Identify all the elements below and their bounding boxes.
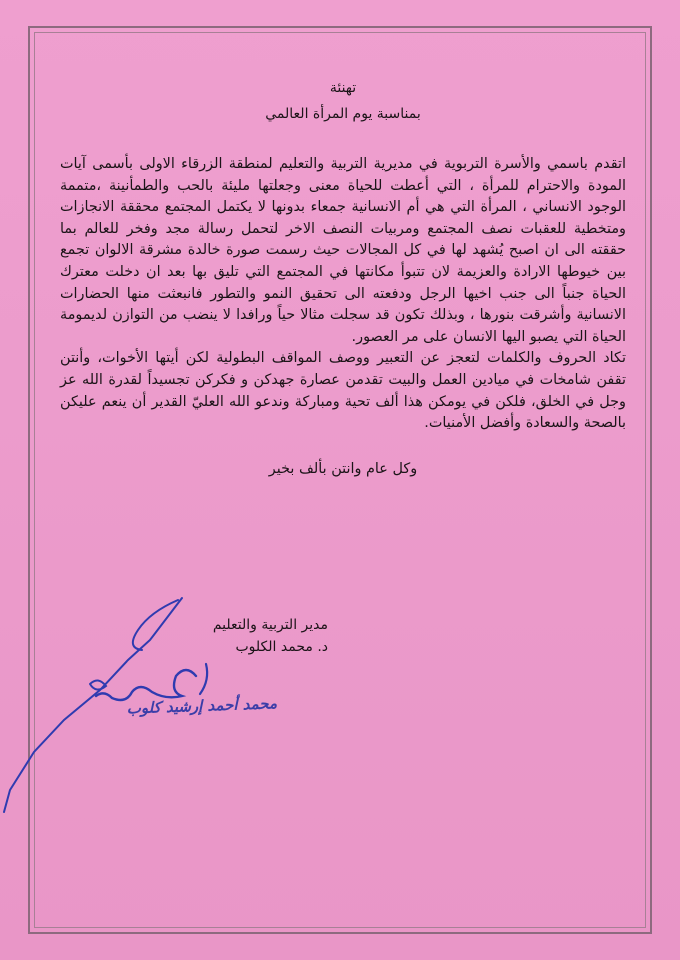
body-paragraph-2: تكاد الحروف والكلمات لتعجز عن التعبير ووصف المواقف البطولية لكن أيتها الأخوات، وأنتن تقفن شامخات في ميادين العمل والبيت تقدمن عصارة جهدكن و فكركن تجسيداً لقدرة الله عز وجل في الخلق، فلكن في يومكن هذا ألف تحية ومباركة وندعو الله العليّ القدير أن ينعم عليكن بالصحة والسعادة وأفضل الأمنيات. (60, 350, 626, 432)
signatory-name: د. محمد الكلوب (235, 639, 328, 655)
signatory-title: مدير التربية والتعليم (212, 617, 328, 633)
letter-subtitle: بمناسبة يوم المرأة العالمي (265, 106, 421, 122)
body-paragraph-1: اتقدم باسمي والأسرة التربوية في مديرية التربية والتعليم لمنطقة الزرقاء الاولى بأسمى آيات المودة والاحترام للمرأة ، التي أعطت للحياة معنى وجعلتها مليئة بالحب والطمأنينة ،متممة الوجود الانساني ، المرأة التي هي أم الانسانية جمعاء بدونها لا يكتمل المجتمع محققة الانجازات ومتخطية للعقبات نصف المجتمع ومربيات النصف الاخر لتحمل رسالة مجد وفخر للعالم بما حققته الى ان اصبح يُشهد لها في كل المجالات حيث رسمت صورة خالدة مشرقة الالوان تجمع بين خيوطها الارادة والعزيمة لان تتبوأ مكانتها في المجتمع التي تليق بها بعد ان دخلت معترك الحياة جنباً الى جنب اخيها الرجل ودفعته الى تحقيق النمو والتطور فانبعثت منها الحضارات الانسانية وأشرقت بنورها ، وبذلك تكون قد سجلت مثالا حياً ورافدا لا ينضب من التوازن لديمومة الحياة التي يصبو اليها الانسان على مر العصور. (60, 156, 626, 345)
letter-title: تهنئة (329, 80, 357, 96)
handwritten-name: محمد أحمد إرشيد كلوب (126, 694, 278, 718)
closing-greeting: وكل عام وانتن بألف بخير (268, 460, 418, 477)
letter-body (60, 154, 626, 435)
signatory-block (118, 614, 328, 658)
letter-content (60, 78, 626, 479)
